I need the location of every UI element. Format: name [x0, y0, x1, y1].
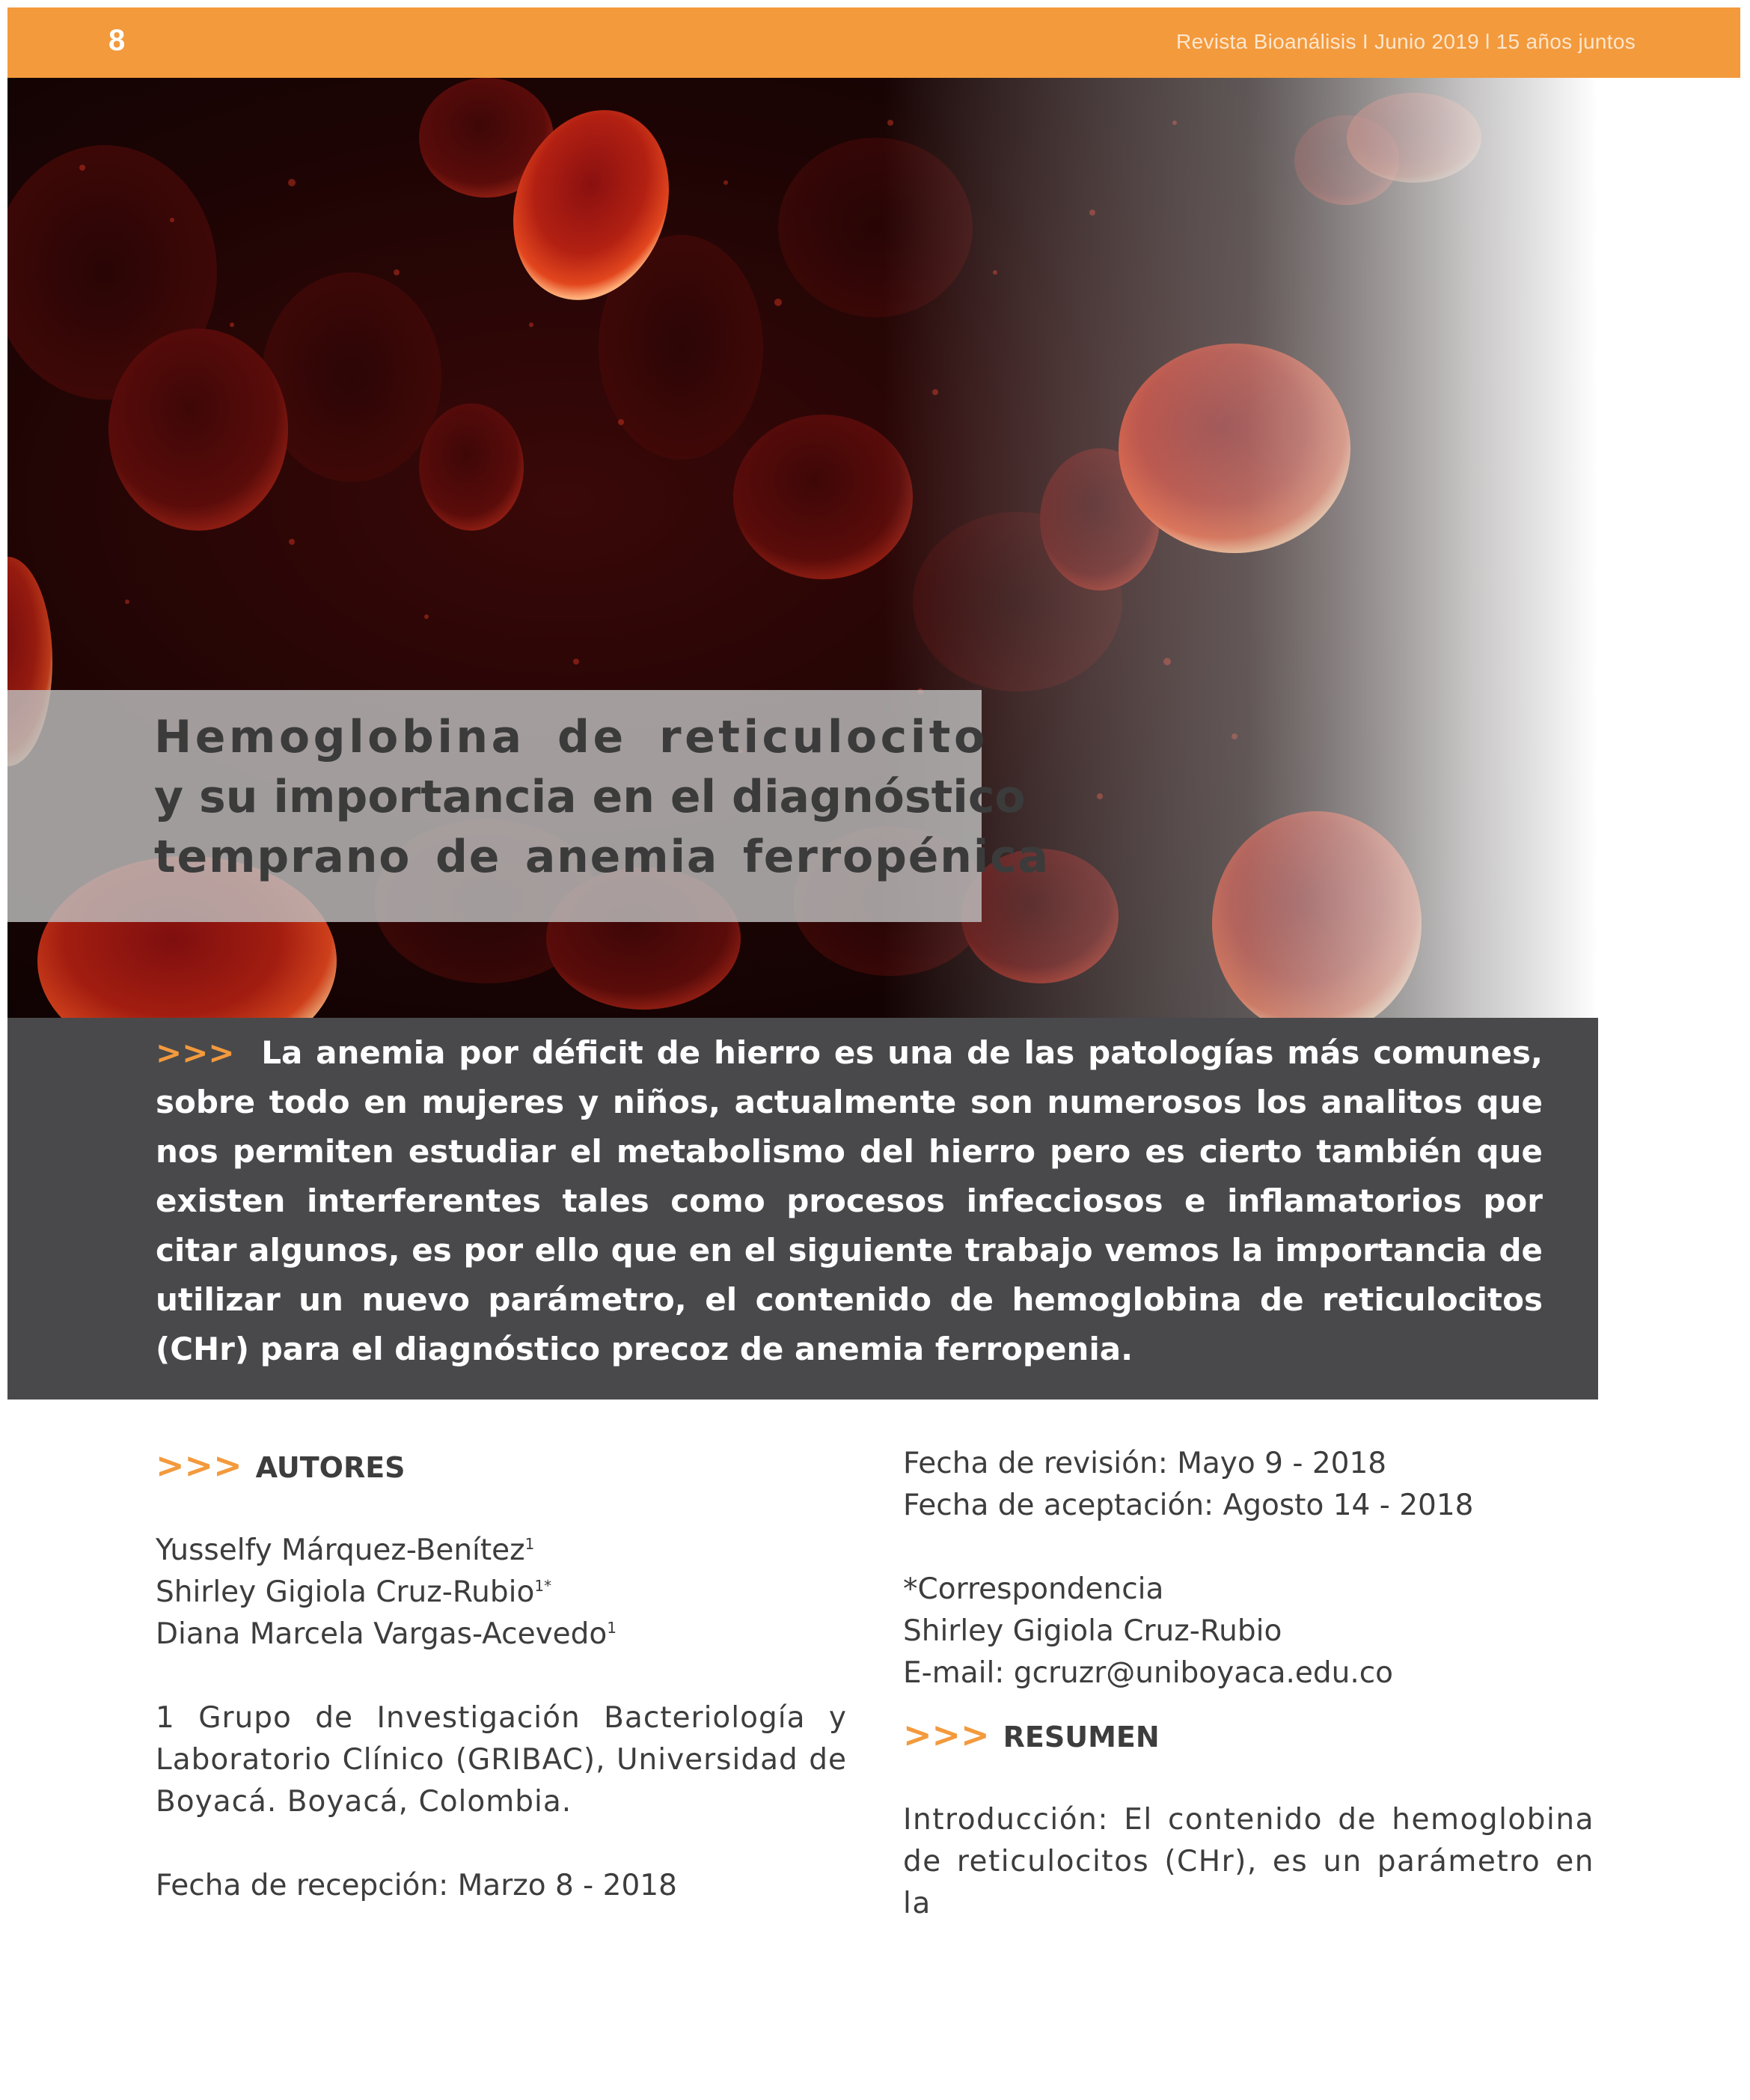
author-affiliation-mark: 1	[607, 1619, 617, 1637]
authors-heading	[156, 1443, 847, 1488]
abstract-text: La anemia por déficit de hierro es una de las patologías más comunes, sobre todo en mujeres y niños, actualmente son numerosos los analitos que nos permiten estudiar el metabolismo del hierro pero es cierto también que existen interferentes tales como procesos infecciosos e inflamatorios por citar algunos, es por ello que en el siguiente trabajo vemos la importancia de utilizar un nuevo parámetro, el contenido de hemoglobina de reticulocitos (CHr) para el diagnóstico precoz de anemia ferropenia.	[156, 1034, 1543, 1367]
chevron-marker-icon: >>>	[156, 1445, 242, 1486]
correspondence-name: Shirley Gigiola Cruz-Rubio	[903, 1614, 1282, 1648]
resumen-heading	[903, 1712, 1594, 1757]
resumen-text: Introducción: El contenido de hemoglobina de reticulocitos (CHr), es un parámetro en la	[903, 1803, 1594, 1920]
chevron-marker-icon: >>>	[903, 1715, 990, 1755]
journal-name: Revista Bioanálisis I Junio 2019 l 15 años juntos	[1176, 30, 1636, 53]
correspondence-email: E-mail: gcruzr@uniboyaca.edu.co	[903, 1656, 1394, 1690]
abstract-box	[7, 1018, 1598, 1400]
details-column	[903, 1443, 1594, 1925]
author-name: Diana Marcela Vargas-Acevedo$^1$	[156, 1617, 617, 1651]
author-affiliation-mark: 1*	[534, 1577, 552, 1595]
abstract-text-block	[156, 1028, 1543, 1374]
author-affiliation-mark: 1	[524, 1535, 535, 1553]
article-title-box	[7, 690, 1050, 922]
article-title-line-1: Hemoglobina de reticulocito	[154, 711, 988, 763]
resumen-heading-label: RESUMEN	[1003, 1721, 1160, 1753]
correspondence-label: *Correspondencia	[903, 1572, 1164, 1606]
author-name: Shirley Gigiola Cruz-Rubio$^{1*}$	[156, 1575, 552, 1609]
author-name: Yusselfy Márquez-Benítez$^1$	[156, 1533, 535, 1567]
affiliation-text: 1 Grupo de Investigación Bacteriología y Laboratorio Clínico (GRIBAC), Universidad de Boyacá. Boyacá, Colombia.	[156, 1701, 847, 1819]
accepted-date: Fecha de aceptación: Agosto 14 - 2018	[903, 1489, 1474, 1522]
received-date: Fecha de recepción: Marzo 8 - 2018	[156, 1869, 677, 1902]
chevron-marker-icon: >>>	[156, 1034, 235, 1071]
header-bar	[7, 7, 1740, 78]
page-number: 8	[108, 24, 126, 57]
authors-heading-label: AUTORES	[255, 1451, 406, 1484]
article-title-line-3: temprano de anemia ferropénica	[154, 831, 1050, 883]
article-title-line-2: y su importancia en el diagnóstico	[154, 771, 1026, 823]
revised-date: Fecha de revisión: Mayo 9 - 2018	[903, 1447, 1387, 1480]
authors-column	[156, 1443, 847, 1907]
